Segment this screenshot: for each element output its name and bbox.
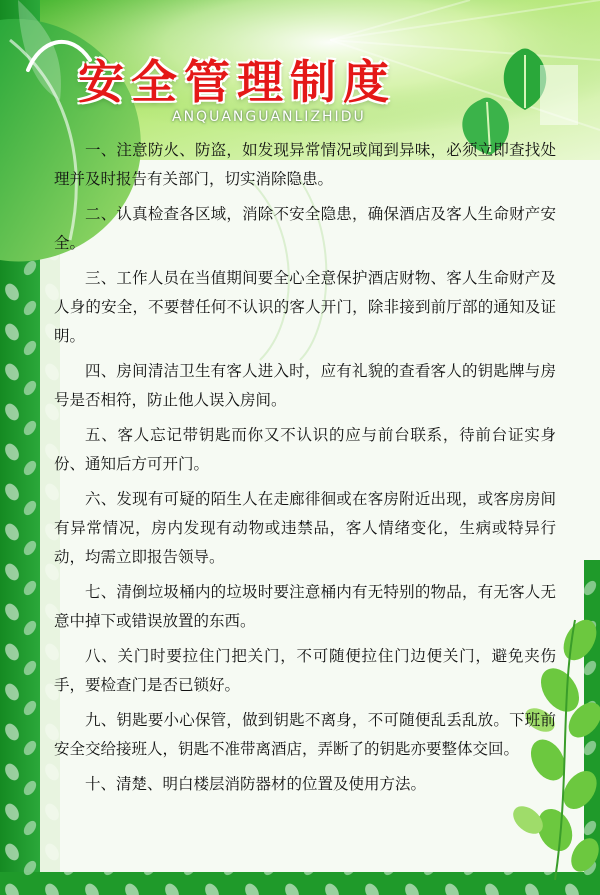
rule-item: 九、钥匙要小心保管，做到钥匙不离身，不可随便乱丢乱放。下班前安全交给接班人，钥匙不准带离酒店，弄断了的钥匙亦要整体交回。	[54, 711, 556, 758]
rule-item: 五、客人忘记带钥匙而你又不认识的应与前台联系，待前台证实身份、通知后方可开门。	[54, 426, 556, 473]
rule-item: 三、工作人员在当值期间要全心全意保护酒店财物、客人生命财产及人身的安全，不要替任何不认识的客人开门，除非接到前厅部的通知及证明。	[54, 269, 556, 345]
rules-list	[54, 136, 556, 805]
rule-item: 四、房间清洁卫生有客人进入时，应有礼貌的查看客人的钥匙牌与房号是否相符，防止他人误入房间。	[54, 362, 556, 409]
rule-item: 六、发现有可疑的陌生人在走廊徘徊或在客房附近出现，或客房房间有异常情况，房内发现有动物或违禁品，客人情绪变化，生病或特异行动，均需立即报告领导。	[54, 490, 556, 566]
poster-subtitle: ANQUANGUANLIZHIDU	[172, 109, 366, 125]
rule-item: 七、清倒垃圾桶内的垃圾时要注意桶内有无特别的物品，有无客人无意中掉下或错误放置的东西。	[54, 583, 556, 630]
rule-item: 十、清楚、明白楼层消防器材的位置及使用方法。	[85, 775, 427, 793]
rule-item: 二、认真检查各区域，消除不安全隐患，确保酒店及客人生命财产安全。	[54, 205, 556, 252]
rule-item: 八、关门时要拉住门把关门，不可随便拉住门边便关门，避免夹伤手，要检查门是否已锁好。	[54, 647, 556, 694]
poster-title: 安全管理制度	[78, 55, 396, 109]
rule-item: 一、注意防火、防盗，如发现异常情况或闻到异味，必须立即查找处理并及时报告有关部门，切实消除隐患。	[54, 141, 556, 188]
